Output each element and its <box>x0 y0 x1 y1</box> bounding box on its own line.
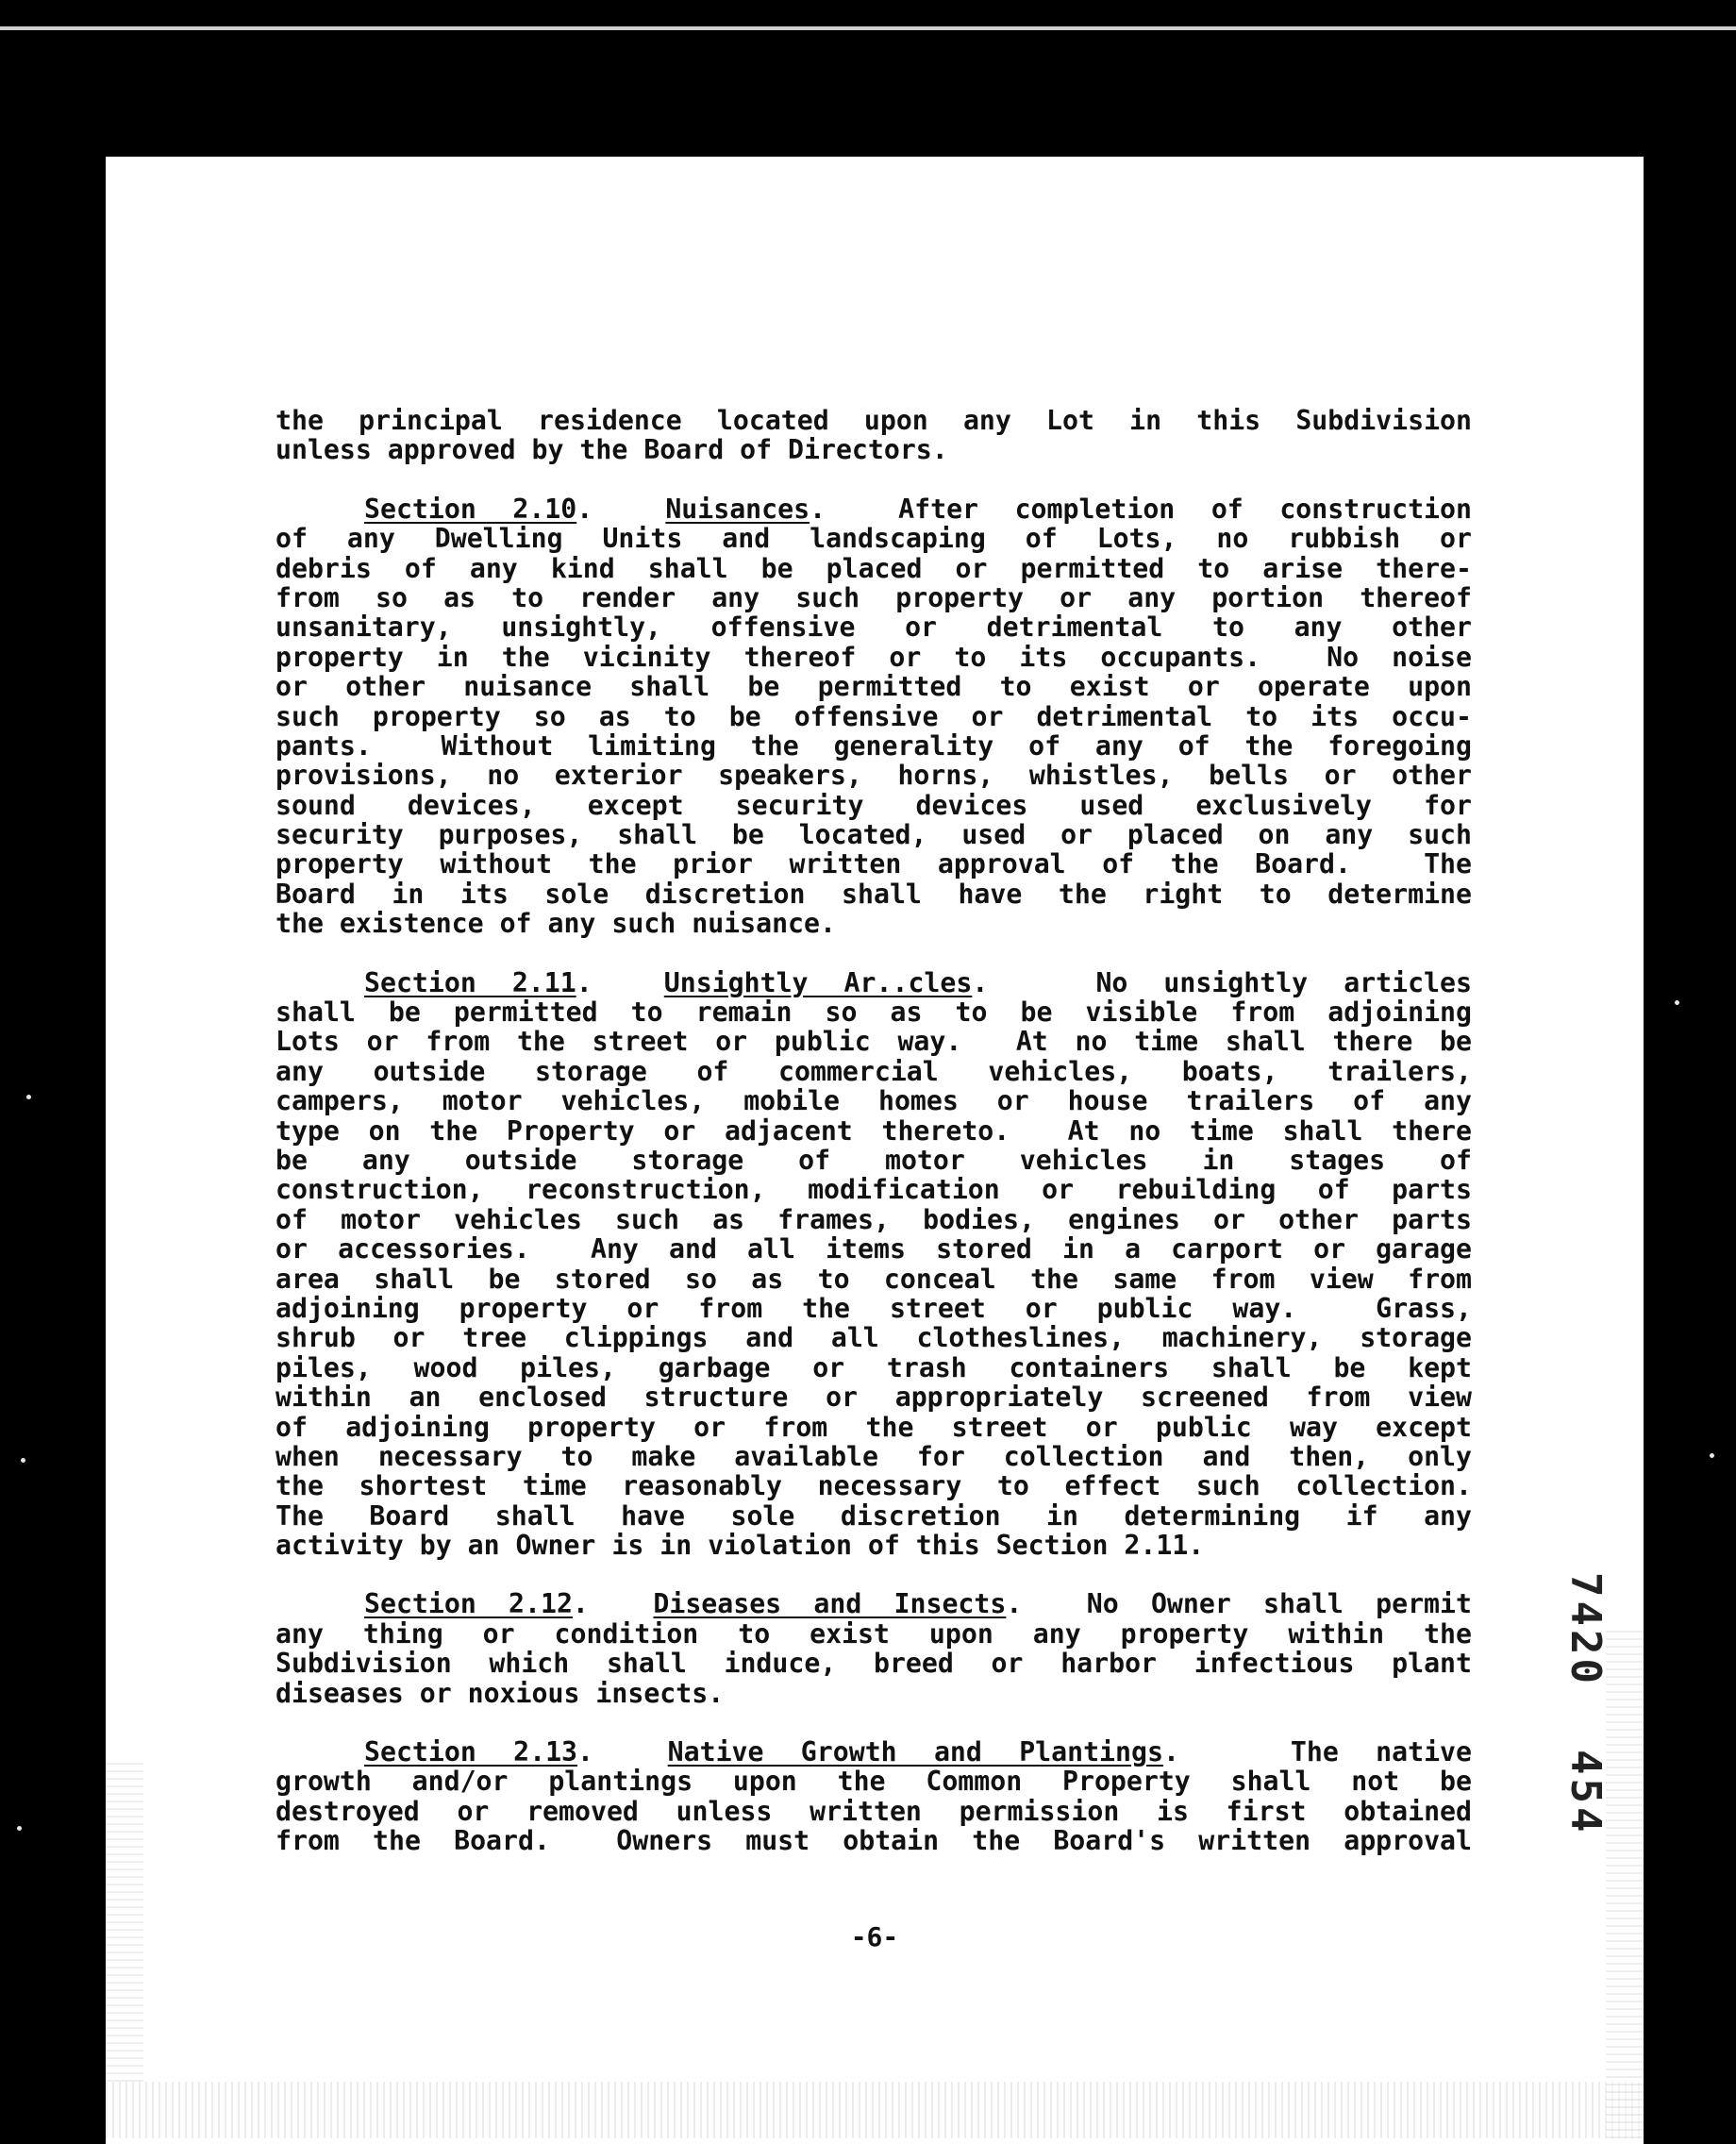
text-line: piles, wood piles, garbage or trash containers shall be kept <box>275 1352 1472 1383</box>
text-line: adjoining property or from the street or public way. Grass, <box>275 1293 1472 1324</box>
paragraph-carryover <box>275 406 1472 465</box>
text-line: The Board shall have sole discretion in determining if any <box>275 1500 1472 1532</box>
text-line: when necessary to make available for collection and then, only <box>275 1441 1472 1472</box>
text-line: Board in its sole discretion shall have the right to determine <box>275 879 1472 910</box>
section-heading-line: Section 2.13. Native Growth and Plantings. The native <box>364 1737 1472 1767</box>
text-line: of any Dwelling Units and landscaping of Lots, no rubbish or <box>275 524 1472 554</box>
text-line: the existence of any such nuisance. <box>275 909 836 939</box>
paragraph-section-2-12 <box>275 1589 1472 1708</box>
text-line: or other nuisance shall be permitted to exist or operate upon <box>275 672 1472 702</box>
text-line: property in the vicinity thereof or to its occupants. No noise <box>275 642 1472 673</box>
text-line: from so as to render any such property or any portion thereof <box>275 582 1472 613</box>
text-line: of adjoining property or from the street or public way except <box>275 1412 1472 1442</box>
text-line: from the Board. Owners must obtain the Board's written approval <box>275 1826 1472 1856</box>
text-line: unsanitary, unsightly, offensive or detrimental to any other <box>275 612 1472 643</box>
section-first-line-text: The native <box>1290 1737 1472 1767</box>
text-line: shrub or tree clippings and all clotheslines, machinery, storage <box>275 1323 1472 1353</box>
text-line: construction, reconstruction, modification or rebuilding of parts <box>275 1175 1472 1205</box>
text-line: such property so as to be offensive or detrimental to its occu- <box>275 701 1472 731</box>
recording-book-stamp: 7420 <box>1561 1572 1610 1687</box>
section-heading-line: Section 2.10. Nuisances. After completion of construction <box>364 494 1472 525</box>
scan-noise <box>106 2082 1644 2138</box>
section-title: Unsightly Ar..cles <box>663 967 973 998</box>
section-title: Native Growth and Plantings <box>667 1737 1163 1767</box>
text-line: the shortest time reasonably necessary to effect such collection. <box>275 1471 1472 1501</box>
scan-speck <box>26 1095 31 1099</box>
section-first-line-text: After completion of construction <box>898 494 1472 525</box>
text-line: activity by an Owner is in violation of this Section 2.11. <box>275 1531 1205 1561</box>
text-line: shall be permitted to remain so as to be visible from adjoining <box>275 997 1472 1028</box>
text-line: any thing or condition to exist upon any property within the <box>275 1618 1472 1650</box>
paragraph-section-2-11 <box>275 968 1472 1561</box>
recording-page-stamp: 454 <box>1561 1750 1610 1836</box>
scan-top-band <box>0 0 1736 28</box>
scan-speck <box>1710 1453 1714 1458</box>
text-line: type on the Property or adjacent thereto. At no time shall there <box>275 1115 1472 1146</box>
section-number: Section 2.13 <box>364 1737 578 1767</box>
paragraph-section-2-10 <box>275 494 1472 939</box>
section-number: Section 2.12 <box>364 1589 573 1619</box>
page-number: -6- <box>850 1921 899 1952</box>
text-line: security purposes, shall be located, used or placed on any such <box>275 820 1472 850</box>
text-line: property without the prior written approval of the Board. The <box>275 849 1472 879</box>
text-line: the principal residence located upon any Lot in this Subdivision <box>275 406 1472 436</box>
section-number: Section 2.11 <box>364 967 576 998</box>
text-line: any outside storage of commercial vehicles, boats, trailers, <box>275 1056 1472 1087</box>
section-title: Nuisances <box>665 494 810 525</box>
scan-noise <box>106 1761 143 2082</box>
text-line: destroyed or removed unless written permission is first obtained <box>275 1796 1472 1827</box>
text-line: provisions, no exterior speakers, horns, whistles, bells or other <box>275 761 1472 791</box>
section-number: Section 2.10 <box>364 494 577 525</box>
text-line: diseases or noxious insects. <box>275 1678 725 1709</box>
section-heading-line: Section 2.12. Diseases and Insects. No Owner shall permit <box>364 1589 1472 1619</box>
document-page <box>106 157 1644 2144</box>
text-line: growth and/or plantings upon the Common Property shall not be <box>275 1767 1472 1797</box>
text-line: be any outside storage of motor vehicles in stages of <box>275 1145 1472 1176</box>
text-line: unless approved by the Board of Directors. <box>275 435 948 465</box>
scan-speck <box>21 1458 25 1463</box>
section-first-line-text: No unsightly articles <box>1095 967 1472 998</box>
text-line: or accessories. Any and all items stored in a carport or garage <box>275 1234 1472 1265</box>
text-line: Lots or from the street or public way. At no time shall there be <box>275 1027 1472 1057</box>
section-first-line-text: No Owner shall permit <box>1086 1589 1472 1619</box>
document-body <box>275 406 1472 1885</box>
scan-noise <box>1606 1629 1644 2138</box>
text-line: campers, motor vehicles, mobile homes or house trailers of any <box>275 1086 1472 1116</box>
text-line: sound devices, except security devices used exclusively for <box>275 790 1472 821</box>
text-line: of motor vehicles such as frames, bodies, engines or other parts <box>275 1204 1472 1235</box>
text-line: within an enclosed structure or appropriately screened from view <box>275 1382 1472 1413</box>
section-heading-line: Section 2.11. Unsightly Ar..cles. No unsightly articles <box>364 967 1472 998</box>
scan-speck <box>17 1826 22 1831</box>
scan-edge-line <box>0 26 1736 30</box>
text-line: pants. Without limiting the generality of any of the foregoing <box>275 730 1472 762</box>
text-line: Subdivision which shall induce, breed or harbor infectious plant <box>275 1649 1472 1679</box>
section-title: Diseases and Insects <box>653 1589 1007 1619</box>
text-line: debris of any kind shall be placed or permitted to arise there- <box>275 553 1472 583</box>
scan-speck <box>1675 1000 1679 1005</box>
paragraph-section-2-13 <box>275 1737 1472 1856</box>
text-line: area shall be stored so as to conceal the same from view from <box>275 1264 1472 1294</box>
